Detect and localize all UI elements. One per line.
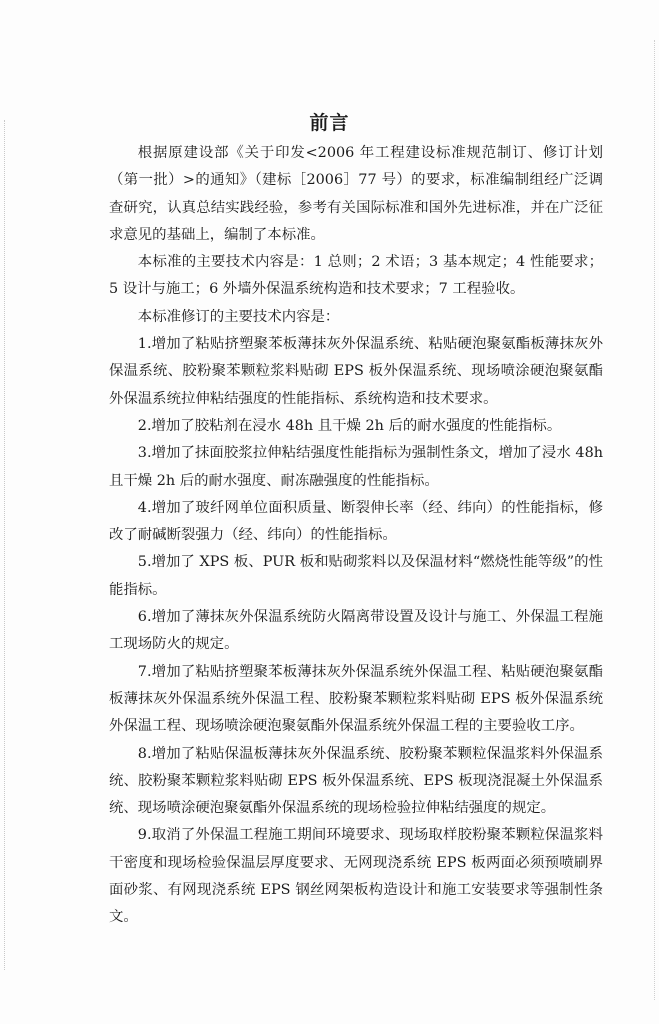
paragraph: 7.增加了粘贴挤塑聚苯板薄抹灰外保温系统外保温工程、粘贴硬泡聚氨酯板薄抹灰外保温系统外保温工程、胶粉聚苯颗粒浆料贴砌 EPS 板外保温系统外保温工程、现场喷涂硬泡聚氨酯外保温系统外保温工程的主要验收工序。 [109,663,603,735]
paragraph: 1.增加了粘贴挤塑聚苯板薄抹灰外保温系统、粘贴硬泡聚氨酯板薄抹灰外保温系统、胶粉聚苯颗粒浆料贴砌 EPS 板外保温系统、现场喷涂硬泡聚氨酯外保温系统拉伸粘结强度的性能指标、系统构造和技术要求。 [109,336,603,407]
body-text [109,140,603,932]
paragraph: 8.增加了粘贴保温板薄抹灰外保温系统、胶粉聚苯颗粒保温浆料外保温系统、胶粉聚苯颗粒浆料贴砌 EPS 板外保温系统、EPS 板现浇混凝土外保温系统、现场喷涂硬泡聚氨酯外保温系统的现场检验拉伸粘结强度的规定。 [109,745,603,817]
page-title: 前言 [309,112,350,134]
scan-edge-right [654,40,655,1000]
paragraph: 根据原建设部《关于印发<2006 年工程建设标准规范制订、修订计划（第一批）>的通知》（建标［2006］77 号）的要求，标准编制组经广泛调查研究，认真总结实践经验，参考有关国际标准和国外先进标准，并在广泛征求意见的基础上，编制了本标准。 [109,145,603,243]
paragraph: 4.增加了玻纤网单位面积质量、断裂伸长率（经、纬向）的性能指标，修改了耐碱断裂强力（经、纬向）的性能指标。 [109,499,603,544]
paragraph: 5.增加了 XPS 板、PUR 板和贴砌浆料以及保温材料“燃烧性能等级”的性能指标。 [109,554,603,598]
paragraph: 2.增加了胶粘剂在浸水 48h 且干燥 2h 后的耐水强度的性能指标。 [137,417,562,434]
scan-edge-left [4,120,5,970]
paragraph: 本标准修订的主要技术内容是： [137,308,340,325]
paragraph: 3.增加了抹面胶浆拉伸粘结强度性能指标为强制性条文，增加了浸水 48h 且干燥 2h 后的耐水强度、耐冻融强度的性能指标。 [109,445,603,489]
paragraph: 9.取消了外保温工程施工期间环境要求、现场取样胶粉聚苯颗粒保温浆料干密度和现场检验保温层厚度要求、无网现浇系统 EPS 板两面必须预喷刷界面砂浆、有网现浇系统 EPS 钢丝网架板构造设计和施工安装要求等强制性条文。 [109,827,603,926]
paragraph: 6.增加了薄抹灰外保温系统防火隔离带设置及设计与施工、外保温工程施工现场防火的规定。 [109,609,603,653]
paragraph: 本标准的主要技术内容是：1 总则；2 术语；3 基本规定；4 性能要求；5 设计与施工；6 外墙外保温系统构造和技术要求；7 工程验收。 [109,254,603,298]
